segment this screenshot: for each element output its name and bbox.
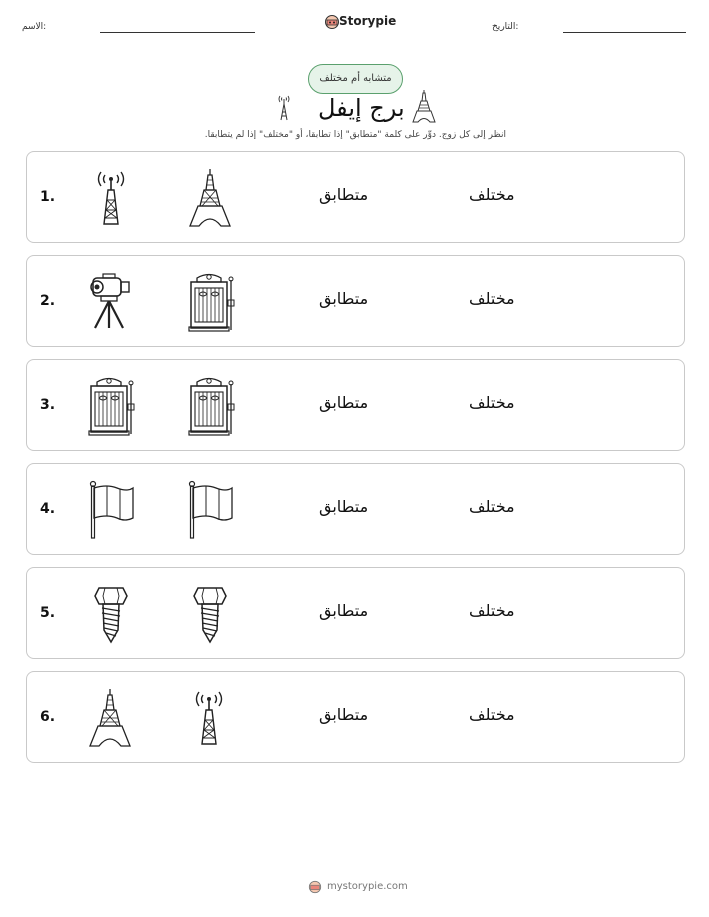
brand-logo [324, 13, 397, 33]
different-option[interactable]: مختلف [469, 705, 515, 724]
flag-icon [87, 480, 137, 540]
row-number: 1. [40, 189, 56, 205]
eiffel-tower-icon [88, 688, 132, 748]
screw-bolt-icon [91, 584, 131, 644]
title-eiffel-icon [412, 89, 436, 123]
row-number: 2. [40, 293, 56, 309]
row-number: 6. [40, 709, 56, 725]
same-option[interactable]: متطابق [319, 601, 369, 620]
storypie-mascot-icon [308, 880, 322, 894]
pair-row-2 [26, 255, 685, 347]
pair-row-3 [26, 359, 685, 451]
brand-name: Storypie [339, 14, 397, 28]
title-antenna-icon [276, 92, 292, 122]
pair-row-5 [26, 567, 685, 659]
page-title: برج إيفل [318, 94, 405, 122]
pair-row-4 [26, 463, 685, 555]
same-option[interactable]: متطابق [319, 185, 369, 204]
different-option[interactable]: مختلف [469, 601, 515, 620]
pair-row-6 [26, 671, 685, 763]
same-option[interactable]: متطابق [319, 705, 369, 724]
different-option[interactable]: مختلف [469, 185, 515, 204]
surveying-instrument-icon [85, 272, 135, 332]
different-option[interactable]: مختلف [469, 497, 515, 516]
different-option[interactable]: مختلف [469, 289, 515, 308]
elevator-cage-icon [185, 376, 235, 436]
footer-url[interactable]: mystorypie.com [327, 881, 408, 892]
pair-row-1 [26, 151, 685, 243]
elevator-cage-icon [85, 376, 135, 436]
antenna-tower-icon [189, 688, 229, 748]
same-option[interactable]: متطابق [319, 393, 369, 412]
eiffel-tower-icon [188, 168, 232, 228]
same-option[interactable]: متطابق [319, 497, 369, 516]
name-line[interactable] [100, 32, 255, 33]
row-number: 4. [40, 501, 56, 517]
row-number: 5. [40, 605, 56, 621]
name-label: الاسم: [22, 22, 47, 32]
antenna-tower-icon [91, 168, 131, 228]
row-number: 3. [40, 397, 56, 413]
different-option[interactable]: مختلف [469, 393, 515, 412]
date-line[interactable] [563, 32, 686, 33]
instructions: انظر إلى كل زوج. دوِّر على كلمة "متطابق" إذا تطابقا، أو "مختلف" إذا لم يتطابقا. [204, 130, 506, 140]
worksheet-type-badge: متشابه أم مختلف [308, 64, 403, 94]
same-option[interactable]: متطابق [319, 289, 369, 308]
storypie-mascot-icon [324, 14, 340, 30]
date-label: التاريخ: [492, 22, 519, 32]
screw-bolt-icon [190, 584, 230, 644]
elevator-cage-icon [185, 272, 235, 332]
flag-icon [186, 480, 236, 540]
